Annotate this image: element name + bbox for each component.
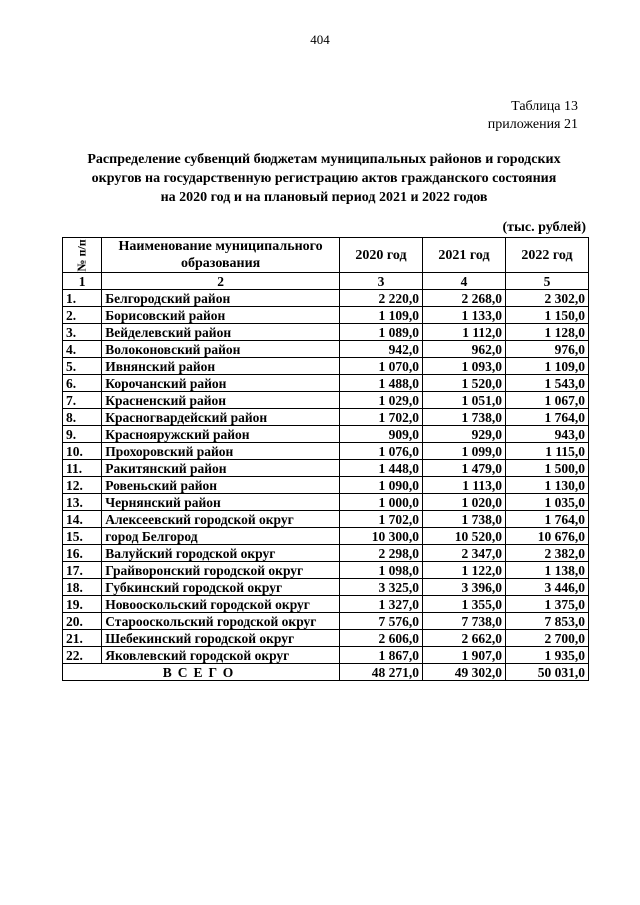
row-number: 4. [63,341,102,358]
row-value-2020: 1 000,0 [340,494,423,511]
table-body [63,290,589,664]
row-number: 2. [63,307,102,324]
row-value-2022: 1 138,0 [506,562,589,579]
table-row [63,324,589,341]
row-value-2022: 1 500,0 [506,460,589,477]
table-row [63,426,589,443]
column-index: 2 [102,273,340,290]
table-row [63,477,589,494]
row-value-2022: 1 375,0 [506,596,589,613]
row-value-2022: 2 700,0 [506,630,589,647]
row-value-2021: 962,0 [423,341,506,358]
header-name: Наименование муниципального образования [102,238,340,273]
row-number: 11. [63,460,102,477]
header-number [63,238,102,273]
row-name: Чернянский район [102,494,340,511]
row-value-2020: 1 109,0 [340,307,423,324]
row-value-2020: 1 327,0 [340,596,423,613]
row-value-2022: 943,0 [506,426,589,443]
row-value-2020: 1 076,0 [340,443,423,460]
table-row [63,630,589,647]
row-name: Вейделевский район [102,324,340,341]
row-value-2022: 1 543,0 [506,375,589,392]
row-value-2021: 3 396,0 [423,579,506,596]
table-row [63,409,589,426]
row-number: 14. [63,511,102,528]
row-name: Прохоровский район [102,443,340,460]
row-value-2020: 1 488,0 [340,375,423,392]
row-value-2021: 1 907,0 [423,647,506,664]
row-number: 5. [63,358,102,375]
row-value-2020: 1 090,0 [340,477,423,494]
table-row [63,460,589,477]
row-value-2020: 1 702,0 [340,409,423,426]
table-row [63,494,589,511]
row-name: Валуйский городской округ [102,545,340,562]
row-value-2020: 1 448,0 [340,460,423,477]
row-name: Краснояружский район [102,426,340,443]
table-row [63,375,589,392]
row-number: 20. [63,613,102,630]
row-value-2022: 10 676,0 [506,528,589,545]
row-value-2022: 976,0 [506,341,589,358]
column-index-row [63,273,589,290]
row-name: Белгородский район [102,290,340,307]
row-name: Ровеньский район [102,477,340,494]
total-2020: 48 271,0 [340,664,423,681]
row-name: Грайворонский городской округ [102,562,340,579]
column-index: 1 [63,273,102,290]
row-number: 22. [63,647,102,664]
row-value-2020: 2 220,0 [340,290,423,307]
document-title-line3: на 2020 год и на плановый период 2021 и 2022 годов [160,190,488,205]
row-value-2022: 1 130,0 [506,477,589,494]
header-2021: 2021 год [423,238,506,273]
row-value-2020: 1 029,0 [340,392,423,409]
row-value-2020: 2 606,0 [340,630,423,647]
row-name: Красненский район [102,392,340,409]
row-value-2020: 3 325,0 [340,579,423,596]
row-number: 6. [63,375,102,392]
row-value-2020: 1 098,0 [340,562,423,579]
row-number: 8. [63,409,102,426]
row-value-2020: 909,0 [340,426,423,443]
header-2020: 2020 год [340,238,423,273]
row-value-2020: 10 300,0 [340,528,423,545]
row-name: Губкинский городской округ [102,579,340,596]
row-value-2020: 2 298,0 [340,545,423,562]
total-2021: 49 302,0 [423,664,506,681]
row-number: 15. [63,528,102,545]
row-number: 16. [63,545,102,562]
row-value-2021: 1 133,0 [423,307,506,324]
row-value-2020: 942,0 [340,341,423,358]
row-name: Шебекинский городской округ [102,630,340,647]
row-value-2020: 1 702,0 [340,511,423,528]
row-value-2021: 1 051,0 [423,392,506,409]
row-value-2022: 1 128,0 [506,324,589,341]
table-row [63,613,589,630]
table-row [63,545,589,562]
table-row [63,596,589,613]
document-title-line1: Распределение субвенций бюджетам муниципальных районов и городских [87,152,561,167]
total-2022: 50 031,0 [506,664,589,681]
row-number: 18. [63,579,102,596]
row-value-2021: 1 479,0 [423,460,506,477]
column-index: 5 [506,273,589,290]
row-value-2021: 10 520,0 [423,528,506,545]
row-value-2022: 1 935,0 [506,647,589,664]
row-value-2021: 7 738,0 [423,613,506,630]
row-value-2021: 1 738,0 [423,511,506,528]
row-number: 9. [63,426,102,443]
row-value-2022: 1 115,0 [506,443,589,460]
row-value-2022: 2 302,0 [506,290,589,307]
unit-label: (тыс. рублей) [502,220,586,235]
table-row [63,341,589,358]
row-value-2022: 3 446,0 [506,579,589,596]
row-name: Красногвардейский район [102,409,340,426]
row-value-2021: 1 520,0 [423,375,506,392]
row-value-2021: 1 099,0 [423,443,506,460]
row-name: Ракитянский район [102,460,340,477]
row-name: Ивнянский район [102,358,340,375]
table-row [63,528,589,545]
table-row [63,579,589,596]
row-number: 17. [63,562,102,579]
table-row [63,647,589,664]
row-value-2022: 2 382,0 [506,545,589,562]
row-value-2022: 1 150,0 [506,307,589,324]
row-value-2022: 1 035,0 [506,494,589,511]
row-number: 3. [63,324,102,341]
table-row [63,511,589,528]
row-value-2021: 2 662,0 [423,630,506,647]
row-number: 13. [63,494,102,511]
document-title [62,150,586,207]
total-label: ВСЕГО [63,664,340,681]
row-value-2022: 1 764,0 [506,409,589,426]
row-name: Борисовский район [102,307,340,324]
row-value-2022: 1 109,0 [506,358,589,375]
row-value-2021: 1 020,0 [423,494,506,511]
page-number: 404 [310,32,330,47]
row-value-2021: 2 268,0 [423,290,506,307]
row-name: Волоконовский район [102,341,340,358]
row-value-2020: 1 070,0 [340,358,423,375]
row-name: город Белгород [102,528,340,545]
table-row [63,562,589,579]
row-number: 21. [63,630,102,647]
row-name: Старооскольский городской округ [102,613,340,630]
row-name: Новооскольский городской округ [102,596,340,613]
table-reference-line2: приложения 21 [487,117,578,132]
table-row [63,392,589,409]
row-value-2021: 929,0 [423,426,506,443]
row-name: Яковлевский городской округ [102,647,340,664]
row-value-2022: 1 067,0 [506,392,589,409]
row-value-2020: 1 867,0 [340,647,423,664]
row-value-2021: 1 112,0 [423,324,506,341]
row-number: 1. [63,290,102,307]
table-row [63,290,589,307]
table-reference [488,98,578,134]
table-row [63,358,589,375]
total-row [63,664,589,681]
row-value-2022: 7 853,0 [506,613,589,630]
row-value-2020: 7 576,0 [340,613,423,630]
row-value-2022: 1 764,0 [506,511,589,528]
header-2022: 2022 год [506,238,589,273]
row-name: Корочанский район [102,375,340,392]
row-value-2021: 1 093,0 [423,358,506,375]
row-number: 12. [63,477,102,494]
row-value-2021: 2 347,0 [423,545,506,562]
row-name: Алексеевский городской округ [102,511,340,528]
table-header-row [63,238,589,273]
subvention-table [62,237,589,681]
table-row [63,443,589,460]
table-reference-line1: Таблица 13 [511,99,578,114]
document-title-line2: округов на государственную регистрацию актов гражданского состояния [91,171,557,186]
column-index: 4 [423,273,506,290]
table-row [63,307,589,324]
header-number-label: № п/п [74,238,89,272]
row-value-2021: 1 122,0 [423,562,506,579]
row-number: 10. [63,443,102,460]
row-number: 7. [63,392,102,409]
row-value-2021: 1 113,0 [423,477,506,494]
row-value-2021: 1 355,0 [423,596,506,613]
column-index: 3 [340,273,423,290]
row-value-2020: 1 089,0 [340,324,423,341]
row-value-2021: 1 738,0 [423,409,506,426]
row-number: 19. [63,596,102,613]
